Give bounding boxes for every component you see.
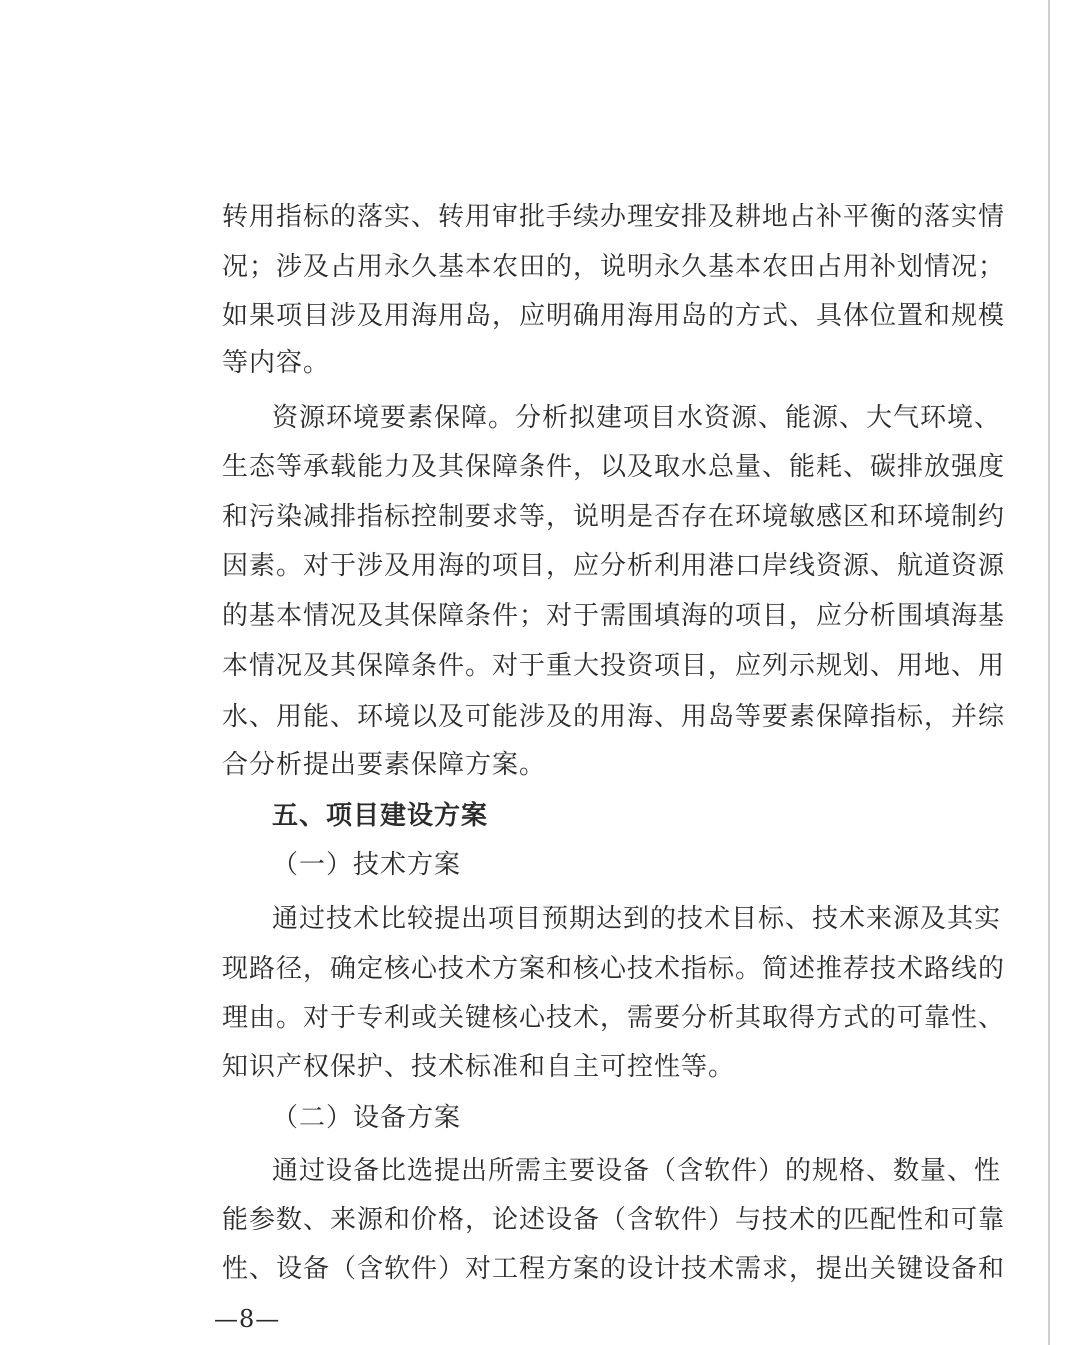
paragraph-line: 等内容。 [222,348,331,378]
scan-edge [1048,0,1050,1345]
paragraph-line: 通过技术比较提出项目预期达到的技术目标、技术来源及其实 [272,904,1002,934]
paragraph-line: 通过设备比选提出所需主要设备（含软件）的规格、数量、性 [272,1156,1002,1186]
paragraph-line: 况；涉及占用永久基本农田的，说明永久基本农田占用补划情况； [222,252,1006,282]
subsection-heading: （二）设备方案 [272,1103,462,1133]
paragraph-line: 本情况及其保障条件。对于重大投资项目，应列示规划、用地、用 [222,651,1006,681]
paragraph-line: 理由。对于专利或关键核心技术，需要分析其取得方式的可靠性、 [222,1003,1006,1033]
paragraph-line: 和污染减排指标控制要求等，说明是否存在环境敏感区和环境制约 [222,502,1006,532]
section-heading: 五、项目建设方案 [272,801,489,831]
paragraph-line: 知识产权保护、技术标准和自主可控性等。 [222,1052,736,1082]
paragraph-line: 资源环境要素保障。分析拟建项目水资源、能源、大气环境、 [272,403,1002,433]
subsection-heading: （一）技术方案 [272,850,462,880]
paragraph-line: 水、用能、环境以及可能涉及的用海、用岛等要素保障指标，并综 [222,702,1006,732]
page-number: —8— [214,1305,281,1333]
paragraph-line: 能参数、来源和价格，论述设备（含软件）与技术的匹配性和可靠 [222,1205,1006,1235]
paragraph-line: 如果项目涉及用海用岛，应明确用海用岛的方式、具体位置和规模 [222,301,1006,331]
paragraph-line: 转用指标的落实、转用审批手续办理安排及耕地占补平衡的落实情 [222,202,1006,232]
paragraph-line: 因素。对于涉及用海的项目，应分析利用港口岸线资源、航道资源 [222,551,1006,581]
paragraph-line: 生态等承载能力及其保障条件，以及取水总量、能耗、碳排放强度 [222,452,1006,482]
paragraph-line: 合分析提出要素保障方案。 [222,750,547,780]
paragraph-line: 的基本情况及其保障条件；对于需围填海的项目，应分析围填海基 [222,601,1006,631]
paragraph-line: 现路径，确定核心技术方案和核心技术指标。简述推荐技术路线的 [222,954,1006,984]
paragraph-line: 性、设备（含软件）对工程方案的设计技术需求，提出关键设备和 [222,1254,1006,1284]
